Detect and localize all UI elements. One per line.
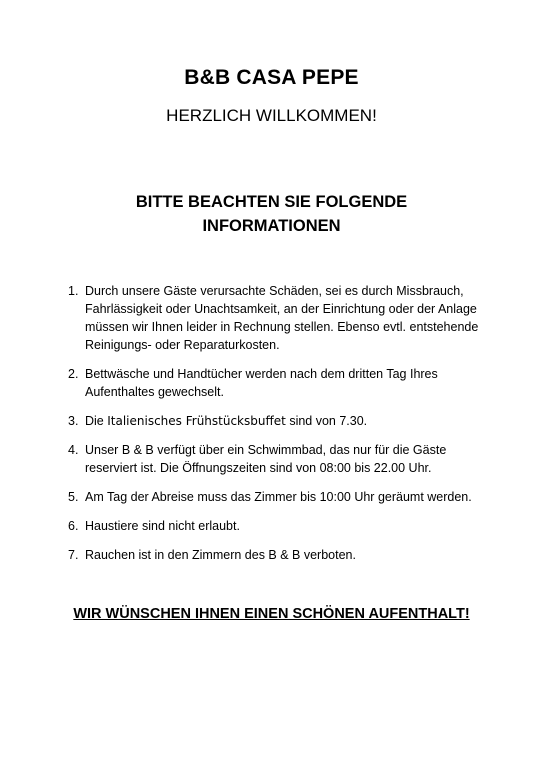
rule-number: 6. [68, 519, 79, 533]
rule-item-4 [68, 441, 498, 477]
rule-item-1 [68, 282, 498, 354]
rule-text-highlight: Italienisches Frühstücksbuffet [107, 414, 286, 428]
rules-list [68, 282, 498, 575]
rule-text: Am Tag der Abreise muss das Zimmer bis 10:00 Uhr geräumt werden. [85, 490, 472, 504]
rule-item-5 [68, 488, 498, 506]
rule-text: Haustiere sind nicht erlaubt. [85, 519, 240, 533]
rule-text: Unser B & B verfügt über ein Schwimmbad, das nur für die Gäste reserviert ist. Die Öffnungszeiten sind von 08:00 bis 22.00 Uhr. [85, 443, 447, 475]
page-title: B&B CASA PEPE [184, 66, 359, 89]
rule-item-2 [68, 365, 498, 401]
rule-text [85, 414, 367, 428]
rule-number: 7. [68, 548, 79, 562]
rule-number: 4. [68, 443, 79, 457]
rule-item-6 [68, 517, 498, 535]
rule-number: 5. [68, 490, 79, 504]
closing-message: WIR WÜNSCHEN IHNEN EINEN SCHÖNEN AUFENTHALT! [73, 606, 470, 622]
rule-text-post: sind von 7.30. [285, 414, 368, 428]
rule-text: Rauchen ist in den Zimmern des B & B verboten. [85, 548, 356, 562]
rule-text: Bettwäsche und Handtücher werden nach dem dritten Tag Ihres Aufenthaltes gewechselt. [85, 367, 438, 399]
notice-heading-line-2: INFORMATIONEN [202, 217, 341, 235]
rule-text: Durch unsere Gäste verursachte Schäden, sei es durch Missbrauch, Fahrlässigkeit oder Unachtsamkeit, an der Einrichtung oder der Anlage müssen wir Ihnen leider in Rechnung stellen. Ebenso evtl. entstehende Reinigungs- oder Reparaturkosten. [85, 284, 479, 352]
rule-item-7 [68, 546, 498, 564]
rule-number: 2. [68, 367, 79, 381]
rule-number: 3. [68, 414, 79, 428]
rule-item-3 [68, 412, 498, 430]
welcome-text: HERZLICH WILLKOMMEN! [166, 106, 377, 125]
rule-text-pre: Die [85, 414, 108, 428]
notice-heading-line-1: BITTE BEACHTEN SIE FOLGENDE [135, 193, 408, 211]
rule-number: 1. [68, 284, 79, 298]
notice-heading [0, 190, 543, 238]
